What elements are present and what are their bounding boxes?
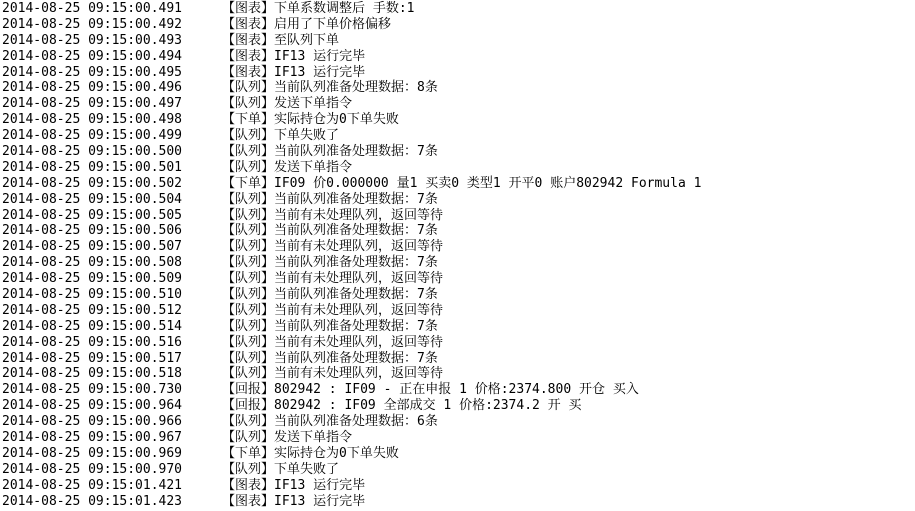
- log-row: [2, 351, 912, 367]
- log-row: [2, 366, 912, 382]
- log-category: 【队列】: [222, 414, 275, 430]
- log-timestamp: 2014-08-25 09:15:00.501: [2, 159, 183, 175]
- log-row: [2, 462, 912, 478]
- log-message: IF13 运行完毕: [274, 477, 366, 493]
- log-timestamp: 2014-08-25 09:15:00.506: [2, 223, 183, 239]
- log-timestamp: 2014-08-25 09:15:00.504: [2, 191, 183, 207]
- log-row: [2, 223, 912, 239]
- log-row: [2, 49, 912, 65]
- log-timestamp: 2014-08-25 09:15:00.517: [2, 350, 183, 366]
- log-timestamp: 2014-08-25 09:15:00.508: [2, 255, 183, 271]
- log-row: [2, 335, 912, 351]
- log-row: [2, 494, 912, 510]
- log-category: 【图表】: [222, 493, 275, 509]
- log-row: [2, 1, 912, 17]
- log-message: 发送下单指令: [274, 430, 353, 446]
- log-timestamp: 2014-08-25 09:15:00.500: [2, 144, 183, 160]
- log-timestamp: 2014-08-25 09:15:00.496: [2, 80, 183, 96]
- log-row: [2, 319, 912, 335]
- log-message: 当前有未处理队列，返回等待: [274, 271, 444, 287]
- log-row: [2, 430, 912, 446]
- log-category: 【队列】: [222, 144, 275, 160]
- log-row: [2, 160, 912, 176]
- log-row: [2, 303, 912, 319]
- log-category: 【队列】: [222, 430, 275, 446]
- log-category: 【队列】: [222, 334, 275, 350]
- log-timestamp: 2014-08-25 09:15:00.505: [2, 207, 183, 223]
- log-timestamp: 2014-08-25 09:15:00.498: [2, 112, 183, 128]
- log-message: 下单失败了: [274, 461, 340, 477]
- log-row: [2, 33, 912, 49]
- log-category: 【队列】: [222, 302, 275, 318]
- log-message: 当前有未处理队列，返回等待: [274, 366, 444, 382]
- log-category: 【队列】: [222, 96, 275, 112]
- log-message: 下单失败了: [274, 128, 340, 144]
- log-category: 【图表】: [222, 48, 275, 64]
- log-timestamp: 2014-08-25 09:15:00.509: [2, 271, 183, 287]
- log-message: 实际持仓为0下单失败: [274, 445, 399, 461]
- log-message: 当前队列准备处理数据：8条: [274, 80, 438, 96]
- log-timestamp: 2014-08-25 09:15:00.518: [2, 366, 183, 382]
- log-category: 【队列】: [222, 159, 275, 175]
- log-timestamp: 2014-08-25 09:15:00.730: [2, 382, 183, 398]
- log-timestamp: 2014-08-25 09:15:00.966: [2, 414, 183, 430]
- log-timestamp: 2014-08-25 09:15:00.499: [2, 128, 183, 144]
- log-category: 【队列】: [222, 461, 275, 477]
- log-category: 【队列】: [222, 350, 275, 366]
- log-category: 【回报】: [222, 398, 275, 414]
- log-category: 【图表】: [222, 64, 275, 80]
- log-row: [2, 192, 912, 208]
- log-timestamp: 2014-08-25 09:15:00.964: [2, 398, 183, 414]
- log-timestamp: 2014-08-25 09:15:00.507: [2, 239, 183, 255]
- log-row: [2, 414, 912, 430]
- log-timestamp: 2014-08-25 09:15:00.514: [2, 318, 183, 334]
- log-message: 802942 : IF09 - 正在申报 1 价格:2374.800 开仓 买入: [274, 382, 639, 398]
- log-timestamp: 2014-08-25 09:15:00.494: [2, 48, 183, 64]
- log-message: 当前有未处理队列，返回等待: [274, 207, 444, 223]
- log-timestamp: 2014-08-25 09:15:00.492: [2, 16, 183, 32]
- log-category: 【图表】: [222, 32, 275, 48]
- log-message: 当前队列准备处理数据：6条: [274, 414, 438, 430]
- log-timestamp: 2014-08-25 09:15:00.491: [2, 1, 183, 16]
- log-row: [2, 255, 912, 271]
- log-category: 【图表】: [222, 16, 275, 32]
- log-category: 【回报】: [222, 382, 275, 398]
- log-message: 当前队列准备处理数据：7条: [274, 318, 438, 334]
- log-row: [2, 382, 912, 398]
- log-message: 发送下单指令: [274, 96, 353, 112]
- log-row: [2, 96, 912, 112]
- log-category: 【队列】: [222, 366, 275, 382]
- log-category: 【图表】: [222, 1, 275, 16]
- log-message: 启用了下单价格偏移: [274, 16, 392, 32]
- log-category: 【图表】: [222, 477, 275, 493]
- log-message: 至队列下单: [274, 32, 340, 48]
- log-row: [2, 398, 912, 414]
- log-row: [2, 176, 912, 192]
- log-row: [2, 80, 912, 96]
- log-timestamp: 2014-08-25 09:15:01.421: [2, 477, 183, 493]
- log-timestamp: 2014-08-25 09:15:00.510: [2, 287, 183, 303]
- log-message: 802942 : IF09 全部成交 1 价格:2374.2 开 买: [274, 398, 582, 414]
- log-timestamp: 2014-08-25 09:15:00.967: [2, 430, 183, 446]
- log-category: 【下单】: [222, 175, 275, 191]
- log-category: 【队列】: [222, 318, 275, 334]
- log-message: 下单系数调整后 手数:1: [274, 1, 415, 16]
- log-message: 当前有未处理队列，返回等待: [274, 239, 444, 255]
- log-message: 当前队列准备处理数据：7条: [274, 287, 438, 303]
- log-row: [2, 112, 912, 128]
- log-timestamp: 2014-08-25 09:15:00.502: [2, 175, 183, 191]
- log-category: 【下单】: [222, 445, 275, 461]
- log-row: [2, 208, 912, 224]
- log-message: 当前队列准备处理数据：7条: [274, 144, 438, 160]
- log-output: [2, 1, 912, 510]
- log-message: IF09 价0.000000 量1 买卖0 类型1 开平0 账户802942 Formula 1: [274, 175, 702, 191]
- log-row: [2, 271, 912, 287]
- log-row: [2, 478, 912, 494]
- log-row: [2, 17, 912, 33]
- log-row: [2, 239, 912, 255]
- log-timestamp: 2014-08-25 09:15:01.423: [2, 493, 183, 509]
- log-message: 当前队列准备处理数据：7条: [274, 191, 438, 207]
- log-timestamp: 2014-08-25 09:15:00.495: [2, 64, 183, 80]
- log-timestamp: 2014-08-25 09:15:00.970: [2, 461, 183, 477]
- log-category: 【队列】: [222, 128, 275, 144]
- log-row: [2, 287, 912, 303]
- log-message: 当前队列准备处理数据：7条: [274, 223, 438, 239]
- log-timestamp: 2014-08-25 09:15:00.497: [2, 96, 183, 112]
- log-timestamp: 2014-08-25 09:15:00.512: [2, 302, 183, 318]
- log-row: [2, 144, 912, 160]
- log-row: [2, 128, 912, 144]
- log-message: 当前有未处理队列，返回等待: [274, 334, 444, 350]
- log-message: 当前队列准备处理数据：7条: [274, 350, 438, 366]
- log-category: 【队列】: [222, 80, 275, 96]
- log-category: 【下单】: [222, 112, 275, 128]
- log-row: [2, 446, 912, 462]
- log-timestamp: 2014-08-25 09:15:00.493: [2, 32, 183, 48]
- log-row: [2, 65, 912, 81]
- log-message: IF13 运行完毕: [274, 64, 366, 80]
- log-category: 【队列】: [222, 223, 275, 239]
- log-message: IF13 运行完毕: [274, 493, 366, 509]
- log-message: 当前队列准备处理数据：7条: [274, 255, 438, 271]
- log-category: 【队列】: [222, 287, 275, 303]
- log-message: 实际持仓为0下单失败: [274, 112, 399, 128]
- log-timestamp: 2014-08-25 09:15:00.516: [2, 334, 183, 350]
- log-category: 【队列】: [222, 255, 275, 271]
- log-category: 【队列】: [222, 271, 275, 287]
- log-message: 发送下单指令: [274, 159, 353, 175]
- log-category: 【队列】: [222, 207, 275, 223]
- log-timestamp: 2014-08-25 09:15:00.969: [2, 445, 183, 461]
- log-message: 当前有未处理队列，返回等待: [274, 302, 444, 318]
- log-message: IF13 运行完毕: [274, 48, 366, 64]
- log-category: 【队列】: [222, 191, 275, 207]
- log-category: 【队列】: [222, 239, 275, 255]
